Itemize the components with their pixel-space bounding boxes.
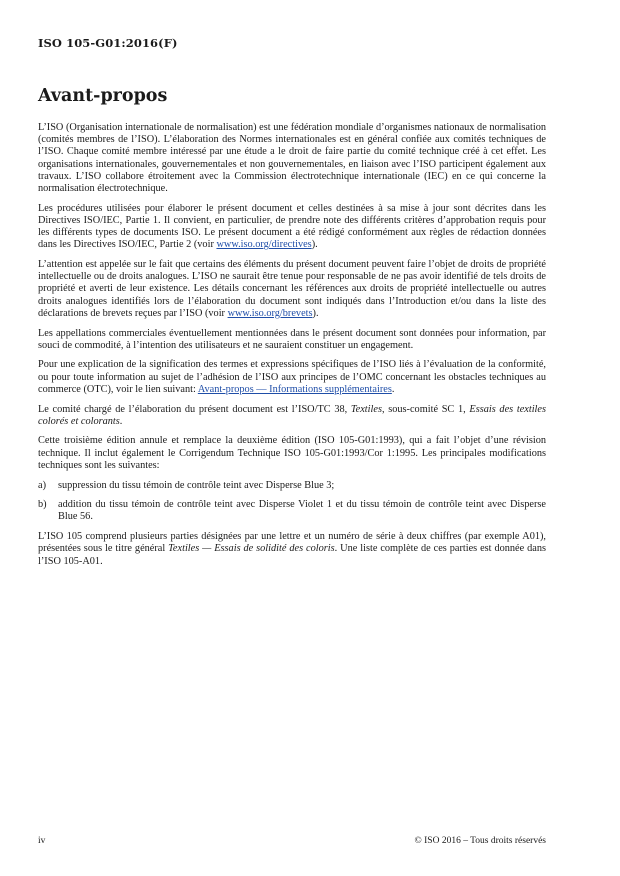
list-item-label: a) [38, 479, 46, 491]
paragraph-conformity [38, 359, 546, 396]
directives-link[interactable]: www.iso.org/directives [216, 239, 312, 251]
paragraph-edition: Cette troisième édition annule et remplace la deuxième édition (ISO 105-G01:1993), qui a fait l’objet d’une révision technique. Il inclut également le Corrigendum Technique ISO 105-G01:1993/Cor 1:1995. Les principales modifications techniques sont les suivantes: [38, 435, 546, 471]
list-item [38, 499, 546, 523]
paragraph-parts [38, 531, 546, 568]
paragraph-conformity-end: . [391, 383, 395, 395]
document-id-header: ISO 105-G01:2016(F) [38, 36, 178, 50]
supplementary-info-link[interactable]: Avant-propos — Informations supplémentaires [197, 383, 392, 395]
parts-text-a: L’ISO 105 comprend plusieurs parties désignées par une lettre et un numéro de série à deux chiffres (par exemple A01), présentées sous le titre général [38, 531, 546, 555]
parts-general-title: Textiles — Essais de solidité des coloris [168, 543, 335, 555]
committee-text-c: , sous-comité SC 1, [381, 403, 470, 415]
paragraph-trade-names: Les appellations commerciales éventuellement mentionnées dans le présent document sont données pour information, par souci de commodité, à l’intention des utilisateurs et ne sauraient constituer un engagement. [38, 327, 546, 351]
paragraph-procedures-end: ). [311, 239, 318, 251]
committee-textiles: Textiles [350, 403, 382, 415]
list-item-label: b) [38, 499, 47, 511]
page-number: iv [38, 836, 46, 846]
committee-subcommittee-title: Essais des textiles colorés et colorants [38, 403, 546, 427]
paragraph-iso-organisation: L’ISO (Organisation internationale de normalisation) est une fédération mondiale d’organismes nationaux de normalisation (comités membres de l’ISO). L’élaboration des Normes internationales est en général confiée aux comités techniques de l’ISO. Chaque comité membre intéressé par une étude a le droit de faire partie du comité technique créé à cet effet. Les organisations internationales, gouvernementales et non gouvernementales, en liaison avec l’ISO participent également aux travaux. L’ISO collabore étroitement avec la Commission électrotechnique internationale (IEC) en ce qui concerne la normalisation électrotechnique. [38, 122, 546, 195]
list-item-text: addition du tissu témoin de contrôle teint avec Disperse Violet 1 et du tissu témoin de contrôle teint avec Disperse Blue 56. [58, 499, 546, 523]
parts-text-c: . Une liste complète de ces parties est donnée dans l’ISO 105-A01. [38, 543, 547, 567]
list-item-text: suppression du tissu témoin de contrôle teint avec Disperse Blue 3; [58, 479, 335, 491]
paragraph-patents-end: ). [312, 307, 319, 319]
paragraph-procedures-text: Les procédures utilisées pour élaborer le présent document et celles destinées à sa mise à jour sont décrites dans les Directives ISO/IEC, Partie 1. Il convient, en particulier, de prendre note des différents critères d’approbation requis pour les différents types de documents ISO. Le présent document a été rédigé conformément aux règles de rédaction données dans les Directives ISO/IEC, Partie 2 (voir [38, 202, 546, 251]
foreword-body [38, 122, 546, 575]
paragraph-conformity-text: Pour une explication de la signification des termes et expressions spécifiques de l’ISO liés à l’évaluation de la conformité, ou pour toute information au sujet de l’adhésion de l’ISO aux principes de l’OMC concernant les obstacles techniques au commerce (OTC), voir le lien suivant: [38, 359, 546, 395]
patents-link[interactable]: www.iso.org/brevets [227, 307, 313, 319]
page-title: Avant-propos [38, 86, 168, 106]
paragraph-committee [38, 404, 546, 428]
paragraph-procedures [38, 203, 546, 252]
list-item [38, 480, 546, 492]
copyright-notice: © ISO 2016 – Tous droits réservés [414, 836, 546, 846]
paragraph-patents-text: L’attention est appelée sur le fait que certains des éléments du présent document peuvent faire l’objet de droits de propriété intellectuelle ou de droits analogues. L’ISO ne saurait être tenue pour responsable de ne pas avoir identifié de tels droits de propriété et averti de leur existence. Les détails concernant les références aux droits de propriété intellectuelle ou autres droits analogues identifiés lors de l’élaboration du document sont indiqués dans l’Introduction et/ou dans la liste des déclarations de brevets reçues par l’ISO (voir [38, 259, 546, 319]
page-footer [38, 836, 546, 846]
committee-text-e: . [119, 415, 123, 427]
committee-text-a: Le comité chargé de l’élaboration du présent document est l’ISO/TC 38, [38, 403, 351, 415]
paragraph-patents [38, 259, 546, 320]
